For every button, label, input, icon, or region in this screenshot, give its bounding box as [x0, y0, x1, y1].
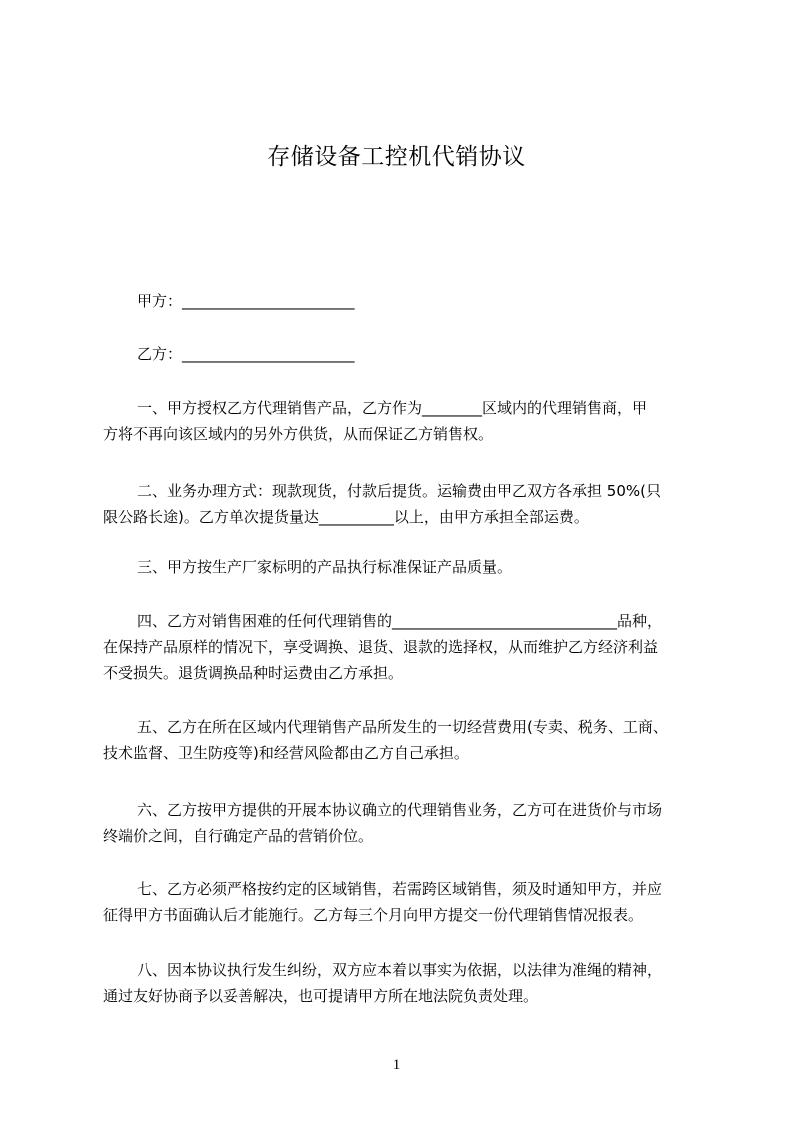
clause-8: [103, 957, 723, 1009]
clause-3-line-1: 三、甲方按生产厂家标明的产品执行标准保证产品质量。: [137, 558, 513, 576]
document-title: 存储设备工控机代销协议: [267, 144, 526, 170]
clause-4-line-3: 不受损失。退货调换品种时运费由乙方承担。: [103, 664, 404, 682]
clause-1: [103, 395, 723, 447]
clause-8-line-2: 通过友好协商予以妥善解决，也可提请甲方所在地法院负责处理。: [103, 987, 539, 1005]
clause-7-line-1: 七、乙方必须严格按约定的区域销售，若需跨区域销售，须及时通知甲方，并应: [137, 880, 663, 898]
clause-6-line-1: 六、乙方按甲方提供的开展本协议确立的代理销售业务，乙方可在进货价与市场: [137, 801, 663, 819]
clause-4: [103, 608, 723, 686]
clause-5-line-2: 技术监督、卫生防疫等)和经营风险都由乙方自己承担。: [103, 744, 469, 762]
clause-2-line-1: 二、业务办理方式：现款现货，付款后提货。运输费由甲乙双方各承担 50%(只: [137, 482, 661, 500]
party-a-field: 甲方：_______________________: [137, 292, 355, 310]
clause-7: [103, 876, 723, 928]
clause-6-line-2: 终端价之间，自行确定产品的营销价位。: [103, 827, 374, 845]
party-b-field: 乙方：_______________________: [137, 345, 355, 363]
clause-4-line-1: 四、乙方对销售困难的任何代理销售的______________________________品种，: [137, 612, 663, 630]
clause-6: [103, 797, 723, 849]
page-number: 1: [392, 1057, 401, 1073]
clause-3: [103, 554, 723, 580]
clause-8-line-1: 八、因本协议执行发生纠纷，双方应本着以事实为依据，以法律为准绳的精神，: [137, 961, 663, 979]
clause-5: [103, 714, 723, 766]
clause-4-line-2: 在保持产品原样的情况下，享受调换、退货、退款的选择权，从而维护乙方经济利益: [103, 638, 659, 656]
clause-2: [103, 478, 723, 530]
clause-1-line-1: 一、甲方授权乙方代理销售产品，乙方作为________区域内的代理销售商，甲: [137, 399, 648, 417]
clause-7-line-2: 征得甲方书面确认后才能施行。乙方每三个月向甲方提交一份代理销售情况报表。: [103, 906, 644, 924]
clause-2-line-2: 限公路长途)。乙方单次提货量达__________以上，由甲方承担全部运费。: [103, 508, 589, 526]
clause-5-line-1: 五、乙方在所在区域内代理销售产品所发生的一切经营费用(专卖、税务、工商、: [137, 718, 668, 736]
clause-1-line-2: 方将不再向该区域内的另外方供货，从而保证乙方销售权。: [103, 425, 494, 443]
